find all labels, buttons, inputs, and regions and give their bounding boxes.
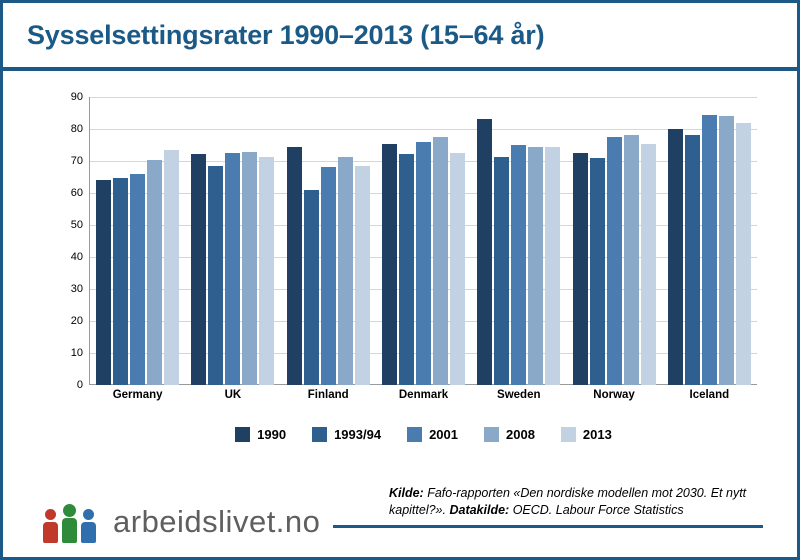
- bar-group: [662, 97, 757, 385]
- legend-label: 1993/94: [334, 426, 382, 442]
- y-axis-labels: [55, 91, 83, 391]
- bar: [399, 154, 414, 385]
- bar: [259, 157, 274, 385]
- legend-label: 2001: [429, 426, 458, 442]
- bar: [607, 137, 622, 385]
- x-tick-label: Finland: [307, 389, 349, 401]
- bar-group: [281, 97, 376, 385]
- bar: [528, 147, 543, 385]
- people-icon: [43, 501, 99, 543]
- bar: [225, 153, 240, 385]
- bar: [382, 144, 397, 385]
- x-tick-label: Iceland: [689, 389, 730, 401]
- chart-legend: [90, 419, 757, 449]
- legend-item[interactable]: [484, 427, 535, 442]
- bar: [338, 157, 353, 385]
- bar-group: [471, 97, 566, 385]
- bar-group: [566, 97, 661, 385]
- bar: [287, 147, 302, 385]
- brand-divider: [333, 525, 763, 528]
- legend-item[interactable]: [312, 427, 381, 442]
- legend-swatch: [312, 427, 327, 442]
- bar: [494, 157, 509, 385]
- legend-swatch: [484, 427, 499, 442]
- y-tick-label: 80: [70, 123, 83, 135]
- x-tick-label: Denmark: [398, 389, 449, 401]
- bar: [511, 145, 526, 385]
- bar: [736, 123, 751, 385]
- bar: [641, 144, 656, 385]
- bar-group: [376, 97, 471, 385]
- source-note: [389, 485, 761, 519]
- brand-logo: [43, 501, 320, 543]
- datasource-label: Datakilde:: [449, 502, 510, 517]
- slide-header: [3, 3, 797, 71]
- bar: [147, 160, 162, 385]
- brand-name: arbeidslivet.no: [113, 504, 321, 539]
- person-icon: [43, 509, 58, 543]
- bar-groups: [90, 97, 757, 385]
- x-tick-label: Germany: [112, 389, 163, 401]
- y-tick-label: 20: [70, 315, 83, 327]
- legend-item[interactable]: [407, 427, 458, 442]
- bar: [321, 167, 336, 385]
- bar-chart: [3, 75, 797, 475]
- y-tick-label: 90: [70, 91, 83, 103]
- bar: [304, 190, 319, 385]
- x-tick-label: Sweden: [497, 389, 541, 401]
- bar: [719, 116, 734, 385]
- bar: [355, 166, 370, 385]
- y-tick-label: 40: [70, 251, 83, 263]
- bar: [164, 150, 179, 385]
- legend-swatch: [235, 427, 250, 442]
- source-label: Kilde:: [389, 486, 424, 500]
- y-tick-label: 50: [70, 219, 83, 231]
- y-tick-label: 10: [70, 347, 83, 359]
- legend-swatch: [407, 427, 422, 442]
- bar: [668, 129, 683, 385]
- bar: [433, 137, 448, 385]
- bar: [242, 152, 257, 385]
- legend-label: 1990: [257, 426, 287, 442]
- bar: [590, 158, 605, 385]
- legend-item[interactable]: [561, 427, 612, 442]
- legend-swatch: [561, 427, 576, 442]
- legend-label: 2013: [582, 426, 612, 442]
- x-tick-label: UK: [224, 389, 242, 401]
- person-icon: [62, 505, 77, 543]
- y-tick-label: 60: [70, 187, 83, 199]
- x-axis-labels: [90, 389, 757, 401]
- bar: [130, 174, 145, 385]
- legend-item[interactable]: [235, 427, 286, 442]
- y-tick-label: 70: [70, 155, 83, 167]
- y-tick-label: 30: [70, 283, 83, 295]
- page-title: Sysselsettingsrater 1990–2013 (15–64 år): [27, 19, 545, 50]
- y-tick-label: 0: [76, 379, 83, 391]
- bar: [573, 153, 588, 385]
- bar: [450, 153, 465, 385]
- bar: [545, 147, 560, 385]
- bar: [702, 115, 717, 385]
- bar-group: [90, 97, 185, 385]
- datasource-text: OECD. Labour Force Statistics: [509, 502, 684, 517]
- bar-group: [185, 97, 280, 385]
- legend-label: 2008: [506, 426, 535, 442]
- person-icon: [81, 509, 96, 543]
- bar: [113, 178, 128, 385]
- bar: [685, 135, 700, 385]
- bar: [477, 119, 492, 385]
- bar: [191, 154, 206, 385]
- bar: [416, 142, 431, 385]
- bar: [624, 135, 639, 385]
- x-tick-label: Norway: [593, 389, 635, 401]
- source-text: Fafo-rapporten «Den nordiske modellen mot 2030. Et nytt kapittel?».: [389, 486, 747, 517]
- bar: [96, 180, 111, 385]
- bar: [208, 166, 223, 385]
